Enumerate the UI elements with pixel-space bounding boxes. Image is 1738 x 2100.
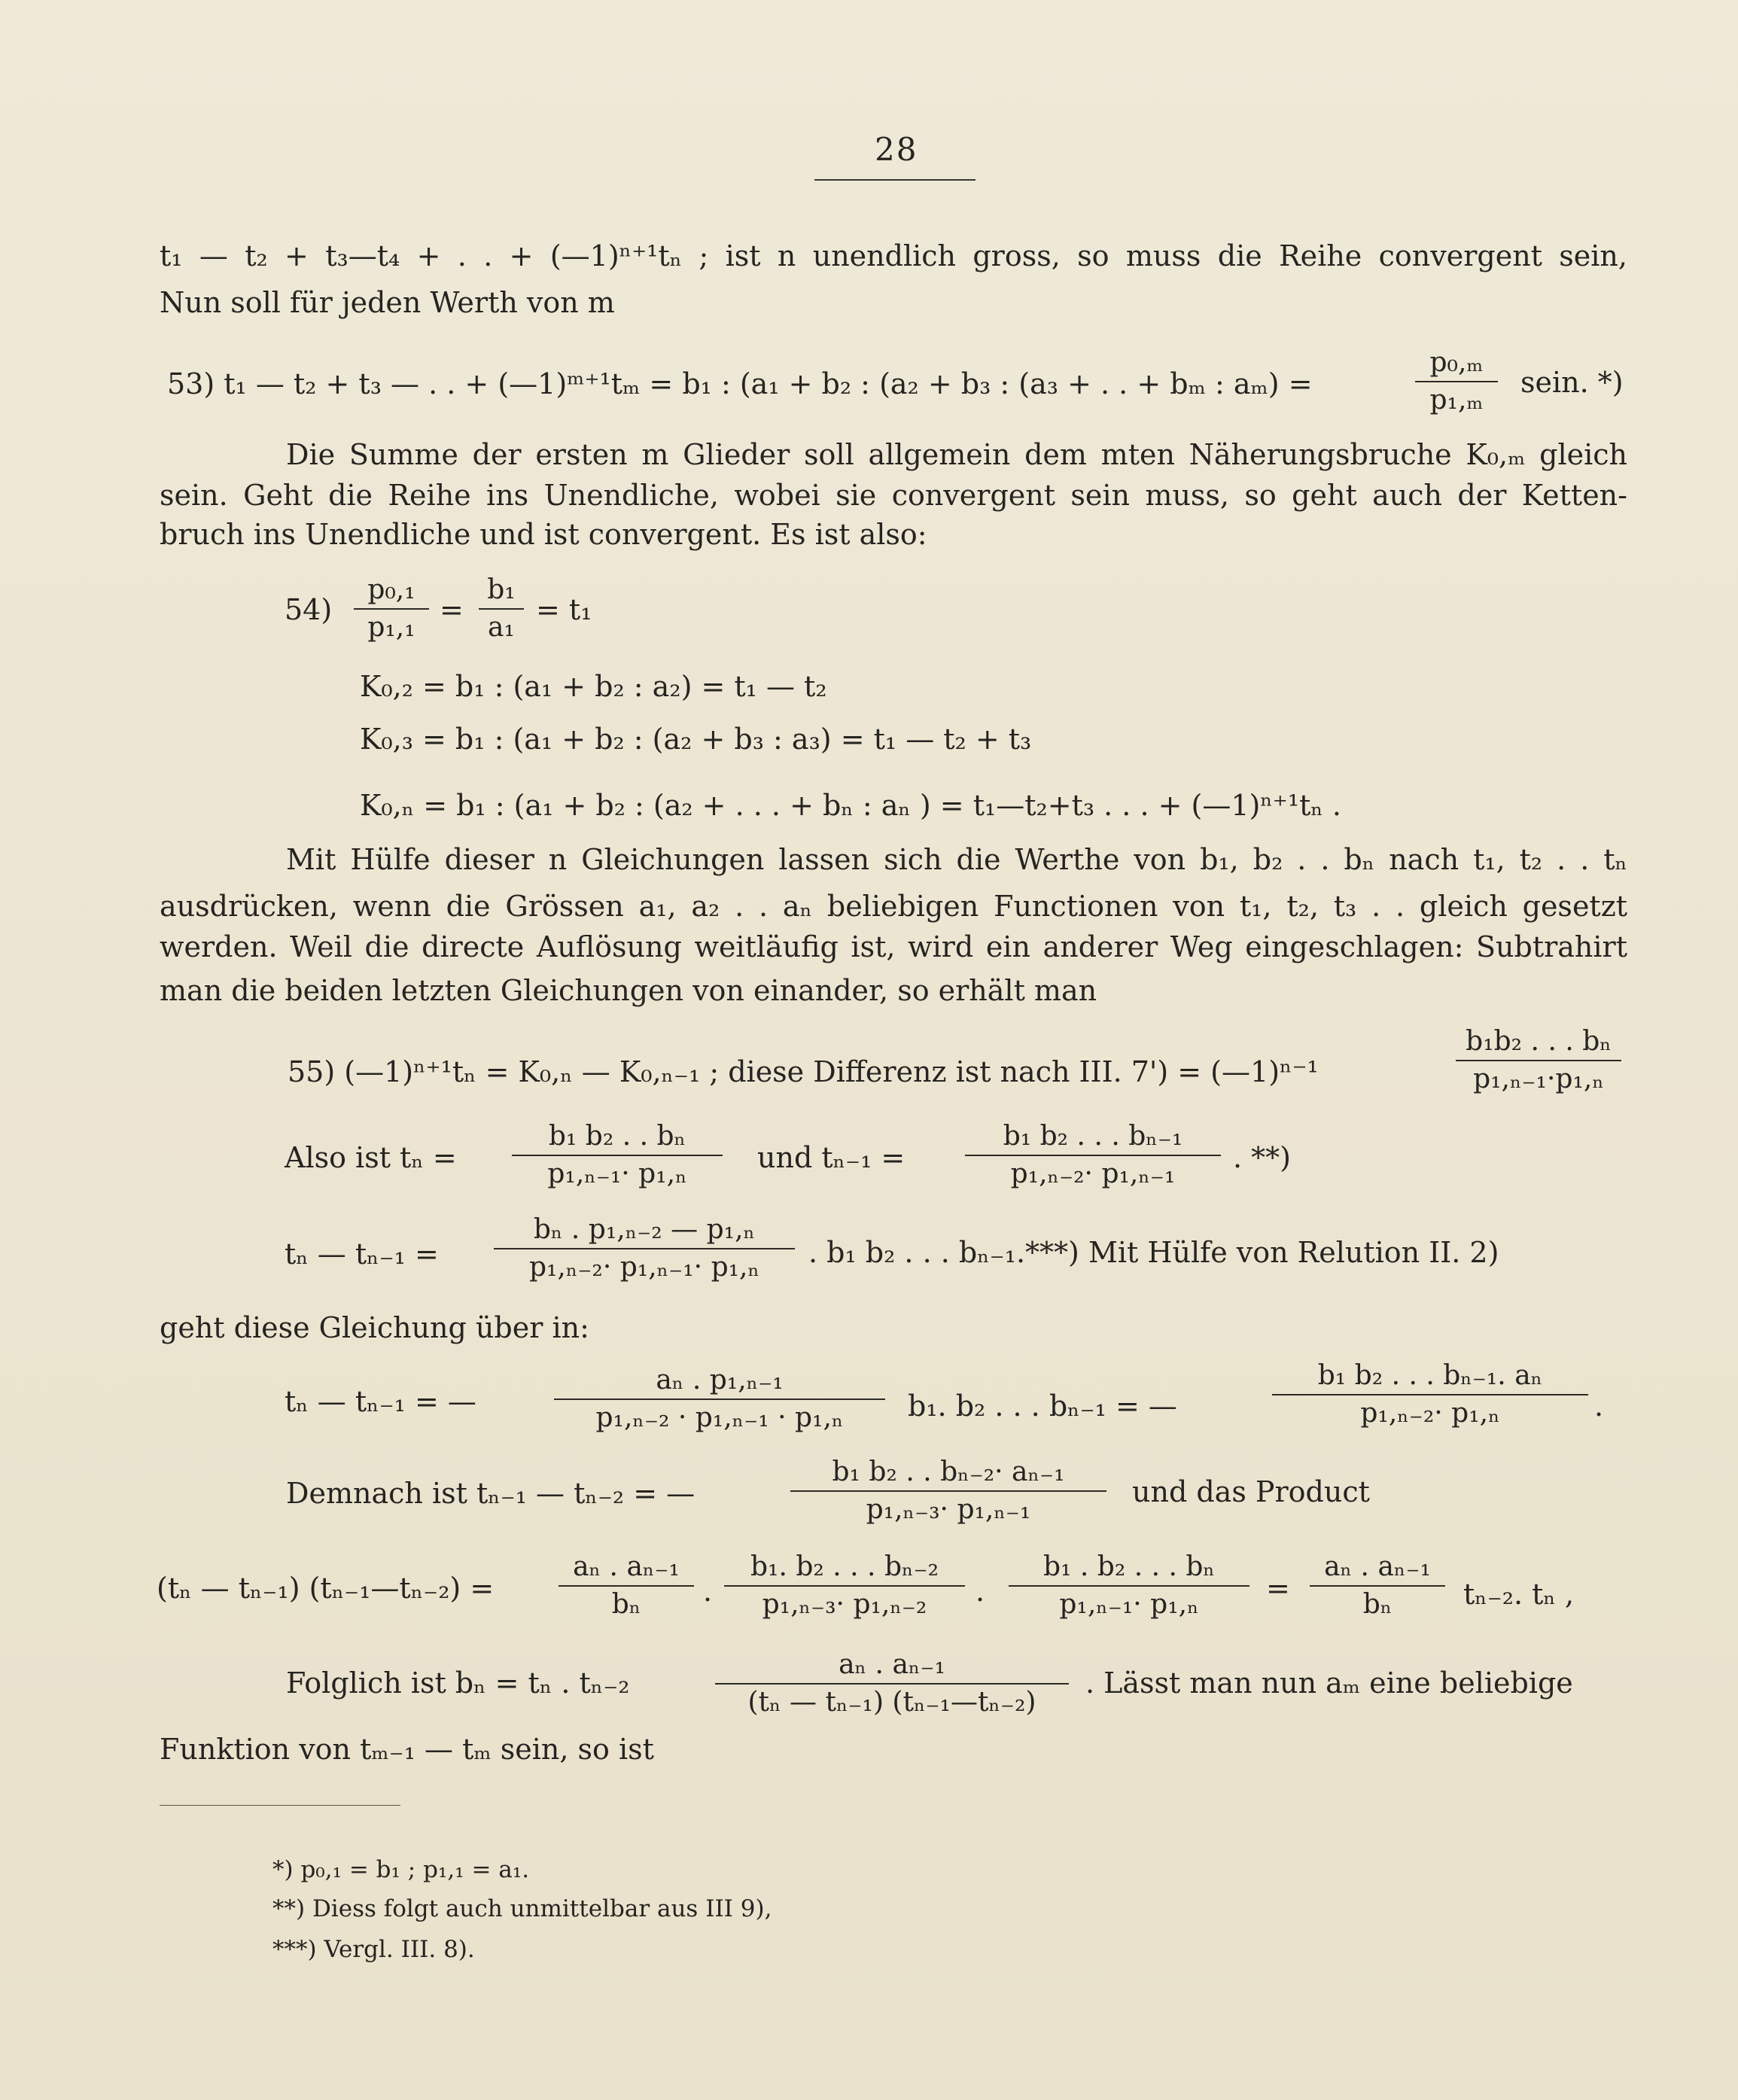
equation-line: K₀,₂ = b₁ : (a₁ + b₂ : a₂) = t₁ — t₂	[360, 670, 827, 703]
page-number: 28	[875, 131, 918, 168]
numerator: b₁ . b₂ . . . bₙ	[1042, 1551, 1215, 1582]
fraction	[1272, 1359, 1588, 1430]
numerator: aₙ . aₙ₋₁	[573, 1551, 680, 1582]
denominator: p₁,ₙ₋₂· p₁,ₙ₋₁· p₁,ₙ	[528, 1252, 760, 1283]
numerator: b₁ b₂ . . . bₙ₋₁. aₙ	[1317, 1360, 1543, 1391]
denominator: p₁,ₙ₋₁·p₁,ₙ	[1473, 1064, 1604, 1094]
fraction	[354, 574, 429, 644]
numerator: b₁ b₂ . . bₙ	[548, 1121, 686, 1152]
numerator: aₙ . p₁,ₙ₋₁	[656, 1365, 784, 1395]
text-line: bruch ins Unendliche und ist convergent. Es ist also:	[160, 518, 927, 551]
header-rule	[814, 179, 976, 181]
denominator: p₁,ₙ₋₂· p₁,ₙ	[1360, 1398, 1500, 1429]
numerator: p₀,ₘ	[1429, 347, 1484, 378]
footnote-rule	[160, 1805, 400, 1806]
text-span: Also ist tₙ =	[285, 1141, 457, 1174]
footnote: **) Diess folgt auch unmittelbar aus III 9),	[272, 1895, 772, 1922]
equation-line: K₀,₃ = b₁ : (a₁ + b₂ : (a₂ + b₃ : a₃) = t₁ — t₂ + t₃	[360, 723, 1032, 756]
fraction	[1456, 1025, 1621, 1096]
text-span: sein. *)	[1520, 366, 1624, 399]
equation-55: 55) (—1)ⁿ⁺¹tₙ = K₀,ₙ — K₀,ₙ₋₁ ; diese Differenz ist nach III. 7') = (—1)ⁿ⁻¹	[288, 1055, 1319, 1088]
denominator: a₁	[488, 612, 515, 643]
numerator: b₁. b₂ . . . bₙ₋₂	[750, 1551, 939, 1582]
numerator: b₁	[487, 574, 516, 605]
fraction-bar	[354, 608, 429, 610]
fraction	[1310, 1551, 1445, 1621]
denominator: p₁,ₙ₋₂ · p₁,ₙ₋₁ · p₁,ₙ	[595, 1402, 844, 1433]
denominator: p₁,ₙ₋₃· p₁,ₙ₋₂	[762, 1589, 927, 1620]
denominator: (tₙ — tₙ₋₁) (tₙ₋₁—tₙ₋₂)	[747, 1687, 1036, 1718]
fraction	[724, 1551, 965, 1621]
fraction-bar	[554, 1398, 885, 1400]
fraction	[559, 1551, 694, 1621]
text-span: .	[1594, 1389, 1604, 1423]
fraction	[512, 1120, 723, 1191]
fraction-bar	[1009, 1585, 1249, 1587]
text-span: = t₁	[536, 593, 592, 626]
numerator: b₁ b₂ . . bₙ₋₂· aₙ₋₁	[832, 1456, 1065, 1487]
text-span: . Lässt man nun aₘ eine beliebige	[1085, 1666, 1573, 1700]
text-span: .	[703, 1575, 713, 1608]
fraction-bar	[965, 1155, 1221, 1156]
text-span: Demnach ist tₙ₋₁ — tₙ₋₂ = —	[286, 1477, 696, 1510]
numerator: aₙ . aₙ₋₁	[1324, 1551, 1431, 1582]
fraction-bar	[512, 1155, 723, 1156]
text-span: . **)	[1233, 1141, 1291, 1174]
equation-label: 54)	[285, 593, 333, 626]
fraction-bar	[1456, 1060, 1621, 1061]
fraction-bar	[790, 1490, 1106, 1492]
numerator: p₀,₁	[367, 574, 415, 605]
denominator: p₁,ₙ₋₁· p₁,ₙ	[1059, 1589, 1199, 1620]
text-line: Mit Hülfe dieser n Gleichungen lassen sich die Werthe von b₁, b₂ . . bₙ nach t₁, t₂ . . tₙ	[286, 843, 1627, 876]
fraction	[715, 1648, 1069, 1719]
text-span: und das Product	[1132, 1475, 1370, 1508]
footnote: *) p₀,₁ = b₁ ; p₁,₁ = a₁.	[272, 1856, 530, 1883]
fraction	[1415, 346, 1498, 417]
denominator: p₁,₁	[367, 612, 415, 643]
fraction-bar	[559, 1585, 694, 1587]
fraction	[790, 1456, 1106, 1526]
text-line: Nun soll für jeden Werth von m	[160, 286, 615, 319]
fraction-bar	[479, 608, 524, 610]
text-line: Die Summe der ersten m Glieder soll allgemein dem mten Näherungsbruche K₀,ₘ gleich	[286, 438, 1627, 471]
numerator: b₁b₂ . . . bₙ	[1466, 1026, 1612, 1057]
fraction	[479, 574, 524, 644]
fraction-bar	[1272, 1394, 1588, 1395]
text-line: man die beiden letzten Gleichungen von einander, so erhält man	[160, 974, 1097, 1007]
denominator: p₁,ₙ₋₁· p₁,ₙ	[547, 1158, 687, 1189]
denominator: p₁,ₘ	[1429, 385, 1484, 415]
text-span: . b₁ b₂ . . . bₙ₋₁.***) Mit Hülfe von Relution II. 2)	[808, 1236, 1499, 1269]
text-span: Folglich ist bₙ = tₙ . tₙ₋₂	[286, 1666, 630, 1700]
text-span: tₙ₋₂. tₙ ,	[1463, 1578, 1575, 1611]
text-span: =	[1266, 1572, 1290, 1605]
text-span: tₙ — tₙ₋₁ =	[285, 1237, 439, 1271]
text-line: sein. Geht die Reihe ins Unendliche, wobei sie convergent sein muss, so geht auch der Ketten-	[160, 479, 1627, 512]
text-span: tₙ — tₙ₋₁ = —	[285, 1385, 476, 1418]
text-span: .	[976, 1575, 985, 1608]
text-span: =	[440, 593, 464, 626]
equation-line: K₀,ₙ = b₁ : (a₁ + b₂ : (a₂ + . . . + bₙ : aₙ ) = t₁—t₂+t₃ . . . + (—1)ⁿ⁺¹tₙ .	[360, 789, 1341, 822]
fraction-bar	[494, 1248, 795, 1249]
text-line: t₁ — t₂ + t₃—t₄ + . . + (—1)ⁿ⁺¹tₙ ; ist n unendlich gross, so muss die Reihe convergent sein,	[160, 239, 1627, 272]
footnote: ***) Vergl. III. 8).	[272, 1936, 475, 1963]
fraction	[965, 1120, 1221, 1191]
text-line: werden. Weil die directe Auflösung weitläufig ist, wird ein anderer Weg eingeschlagen: Subtrahirt	[160, 930, 1627, 963]
fraction-bar	[724, 1585, 965, 1587]
text-span: (tₙ — tₙ₋₁) (tₙ₋₁—tₙ₋₂) =	[157, 1572, 495, 1605]
denominator: p₁,ₙ₋₂· p₁,ₙ₋₁	[1010, 1158, 1176, 1189]
numerator: bₙ . p₁,ₙ₋₂ — p₁,ₙ	[533, 1214, 756, 1245]
equation-53: 53) t₁ — t₂ + t₃ — . . + (—1)ᵐ⁺¹tₘ = b₁ : (a₁ + b₂ : (a₂ + b₃ : (a₃ + . . + bₘ : aₘ) =	[167, 367, 1313, 400]
text-line: ausdrücken, wenn die Grössen a₁, a₂ . . aₙ beliebigen Functionen von t₁, t₂, t₃ . . gleich gesetzt	[160, 890, 1627, 923]
text-span: b₁. b₂ . . . bₙ₋₁ = —	[908, 1389, 1177, 1423]
fraction	[554, 1364, 885, 1435]
fraction-bar	[715, 1683, 1069, 1685]
fraction-bar	[1415, 381, 1498, 382]
fraction-bar	[1310, 1585, 1445, 1587]
denominator: bₙ	[611, 1589, 641, 1620]
numerator: b₁ b₂ . . . bₙ₋₁	[1003, 1121, 1183, 1152]
denominator: p₁,ₙ₋₃· p₁,ₙ₋₁	[866, 1494, 1031, 1525]
fraction	[494, 1213, 795, 1284]
fraction	[1009, 1551, 1249, 1621]
denominator: bₙ	[1362, 1589, 1393, 1620]
text-span: und tₙ₋₁ =	[757, 1141, 906, 1174]
text-line: Funktion von tₘ₋₁ — tₘ sein, so ist	[160, 1733, 654, 1766]
numerator: aₙ . aₙ₋₁	[839, 1649, 945, 1680]
text-line: geht diese Gleichung über in:	[160, 1311, 589, 1344]
